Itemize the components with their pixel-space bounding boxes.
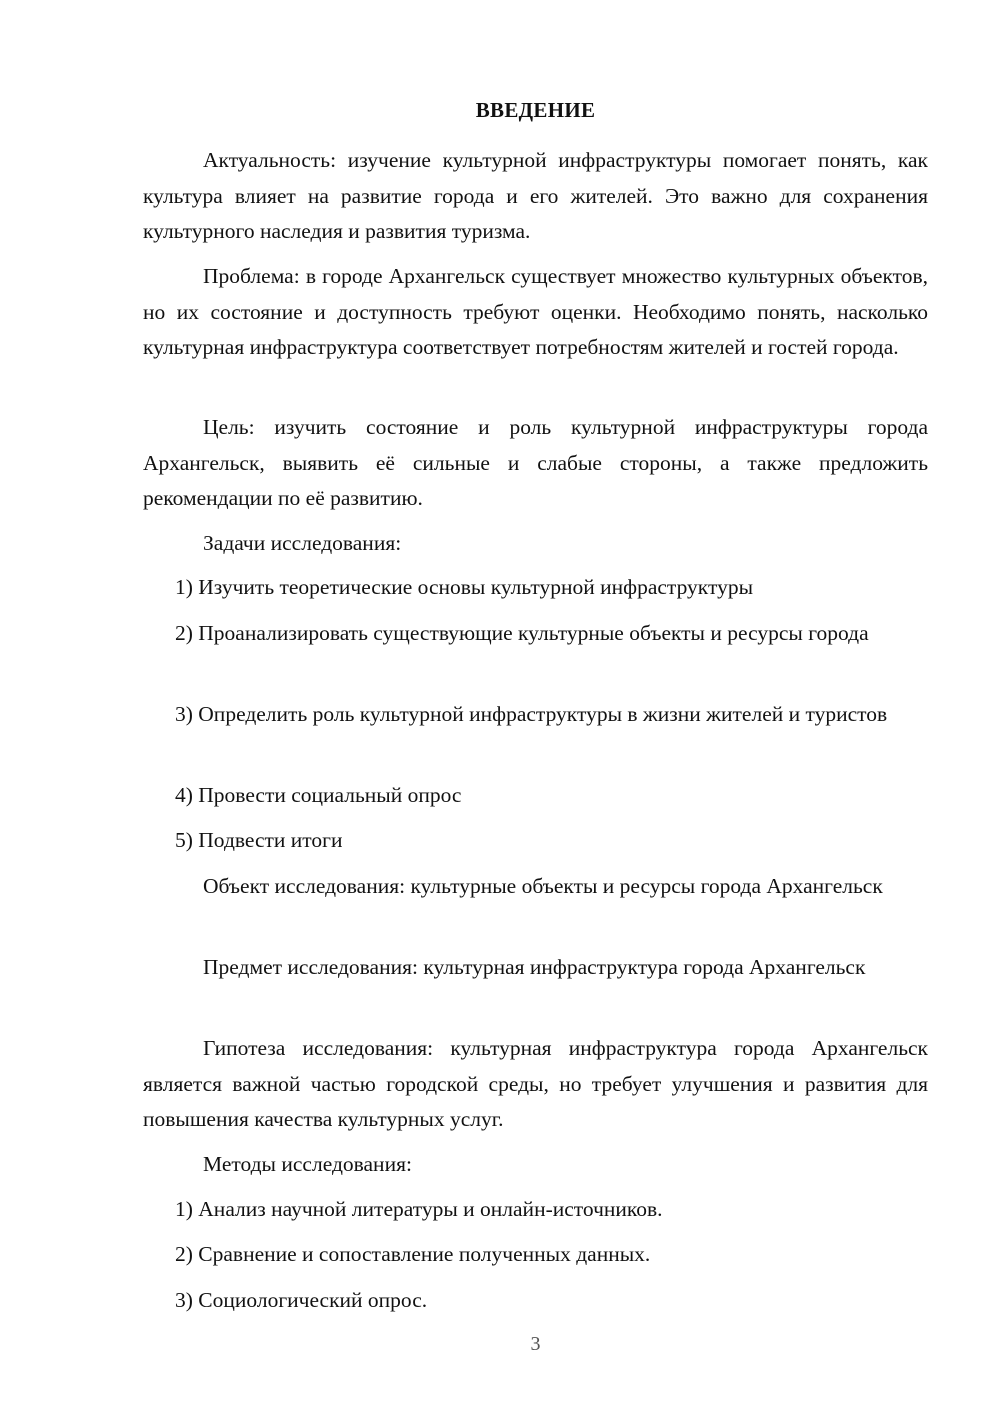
- methods-heading: Методы исследования:: [203, 1152, 412, 1176]
- paragraph-hypothesis: Гипотеза исследования: культурная инфраструктура города Архангельск является важной частью городской среды, но требует улучшения и развития для повышения качества культурных услуг.: [143, 1036, 928, 1131]
- tasks-heading: Задачи исследования:: [203, 531, 402, 555]
- paragraph-subject: Предмет исследования: культурная инфраструктура города Архангельск: [203, 955, 866, 979]
- paragraph-goal: Цель: изучить состояние и роль культурной инфраструктуры города Архангельск, выявить её сильные и слабые стороны, а также предложить рекомендации по её развитию.: [143, 415, 928, 510]
- paragraph-object: Объект исследования: культурные объекты и ресурсы города Архангельск: [203, 874, 883, 898]
- page-number-footer: [143, 1333, 928, 1356]
- task-item-1: 1) Изучить теоретические основы культурной инфраструктуры: [175, 575, 754, 599]
- task-item-2: 2) Проанализировать существующие культурные объекты и ресурсы города: [175, 621, 869, 645]
- page-number: 3: [530, 1333, 541, 1355]
- page-title: ВВЕДЕНИЕ: [475, 98, 596, 122]
- paragraph-relevance: Актуальность: изучение культурной инфраструктуры помогает понять, как культура влияет на развитие города и его жителей. Это важно для сохранения культурного наследия и развития туризма.: [143, 148, 928, 243]
- method-item-2: 2) Сравнение и сопоставление полученных данных.: [175, 1242, 651, 1266]
- method-item-1: 1) Анализ научной литературы и онлайн-источников.: [175, 1197, 663, 1221]
- document-page: [143, 0, 928, 1414]
- task-item-3: 3) Определить роль культурной инфраструктуры в жизни жителей и туристов: [175, 702, 888, 726]
- paragraph-problem: Проблема: в городе Архангельск существует множество культурных объектов, но их состояние и доступность требуют оценки. Необходимо понять, насколько культурная инфраструктура соответствует потребностям жителей и гостей города.: [143, 264, 928, 359]
- task-item-4: 4) Провести социальный опрос: [175, 783, 462, 807]
- task-item-5: 5) Подвести итоги: [175, 828, 343, 852]
- method-item-3: 3) Социологический опрос.: [175, 1288, 428, 1312]
